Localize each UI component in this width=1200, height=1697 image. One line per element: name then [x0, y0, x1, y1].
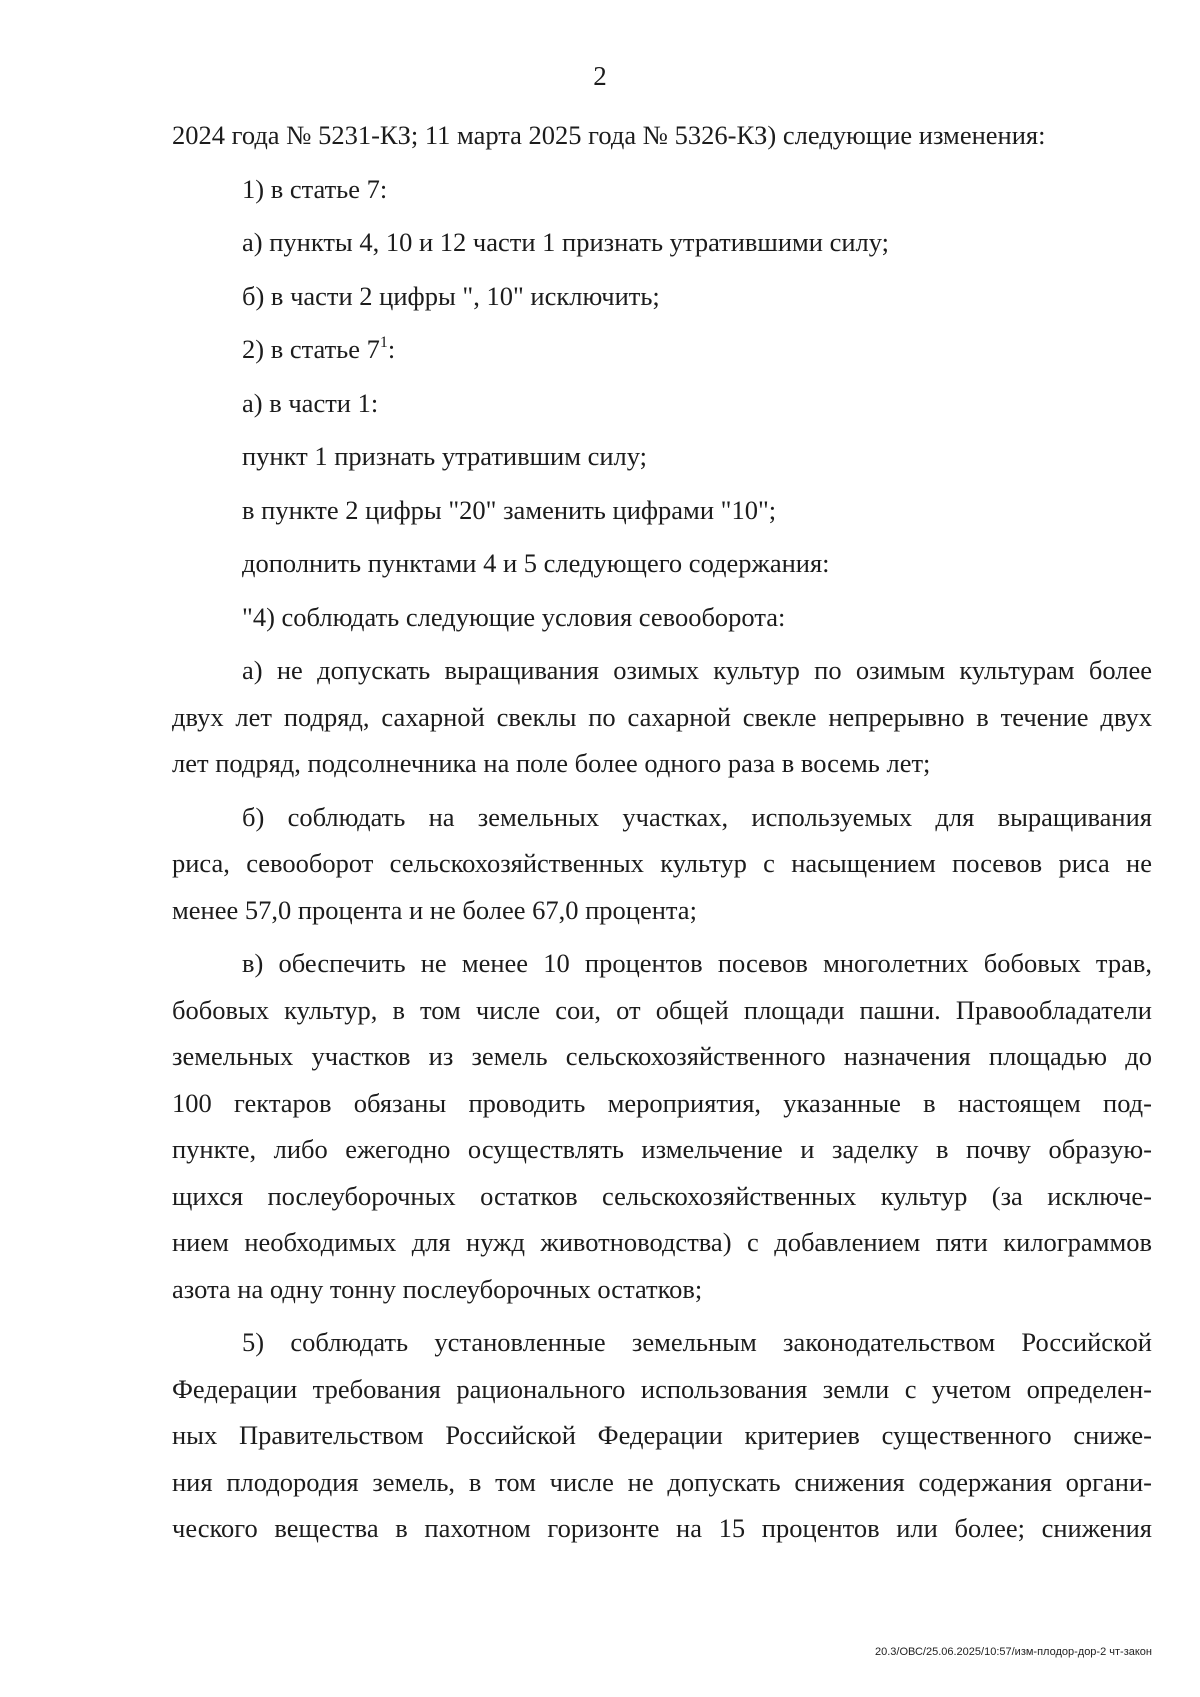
text-line: бобовых культур, в том числе сои, от общей площади пашни. Правообладатели [172, 994, 1152, 1025]
text-line: ных Правительством Российской Федерации критериев существенного сниже- [172, 1420, 1152, 1450]
text-line: в пункте 2 цифры "20" заменить цифрами "10"; [242, 494, 777, 525]
text-line: б) соблюдать на земельных участках, используемых для выращивания [242, 801, 1152, 832]
text-line: нием необходимых для нужд животноводства) с добавлением пяти килограммов [172, 1227, 1152, 1257]
text-line: а) в части 1: [242, 387, 379, 418]
superscript: 1 [379, 334, 388, 351]
text-line: пункте, либо ежегодно осуществлять измельчение и заделку в почву образую- [172, 1134, 1152, 1164]
text-line: земельных участков из земель сельскохозяйственного назначения площадью до [172, 1041, 1152, 1071]
text-line: ческого вещества в пахотном горизонте на 15 процентов или более; снижения [172, 1513, 1152, 1543]
text-line: 5) соблюдать установленные земельным законодательством Российской [242, 1327, 1152, 1357]
page-number: 2 [593, 61, 607, 91]
text-line: пункт 1 признать утратившим силу; [242, 441, 648, 471]
article-label: 2) в статье 7 [242, 334, 380, 364]
text-line: "4) соблюдать следующие условия севооборота: [242, 601, 786, 632]
text-line: а) пункты 4, 10 и 12 части 1 признать утратившими силу; [242, 227, 890, 257]
text-line: б) в части 2 цифры ", 10" исключить; [242, 280, 660, 311]
text-line: двух лет подряд, сахарной свеклы по сахарной свекле непрерывно в течение двух [172, 701, 1152, 732]
text-line: ния плодородия земель, в том числе не допускать снижения содержания органи- [172, 1466, 1152, 1497]
text-line: 2024 года № 5231-КЗ; 11 марта 2025 года № 5326-КЗ) следующие изменения: [172, 120, 1046, 150]
text-line: 100 гектаров обязаны проводить мероприятия, указанные в настоящем под- [172, 1087, 1152, 1118]
colon: : [387, 334, 396, 364]
text-line: азота на одну тонну послеуборочных остатков; [172, 1273, 703, 1304]
text-line: лет подряд, подсолнечника на поле более одного раза в восемь лет; [172, 748, 931, 778]
text-line: а) не допускать выращивания озимых культур по озимым культурам более [242, 655, 1152, 685]
text-line: в) обеспечить не менее 10 процентов посевов многолетних бобовых трав, [242, 948, 1152, 978]
text-line: риса, севооборот сельскохозяйственных культур с насыщением посевов риса не [172, 848, 1152, 878]
text-line: 1) в статье 7: [242, 173, 388, 204]
document-body [172, 112, 1152, 1552]
text-line-article-7-1 [172, 326, 1152, 373]
text-line: дополнить пунктами 4 и 5 следующего содержания: [242, 548, 830, 578]
text-line: Федерации требования рационального использования земли с учетом определен- [172, 1373, 1152, 1404]
footer-document-code: 20.3/ОВС/25.06.2025/10:57/изм-плодор-дор-2 чт-закон [874, 1646, 1152, 1658]
text-line: менее 57,0 процента и не более 67,0 процента; [172, 894, 697, 925]
text-line: щихся послеуборочных остатков сельскохозяйственных культур (за исключе- [172, 1180, 1152, 1211]
